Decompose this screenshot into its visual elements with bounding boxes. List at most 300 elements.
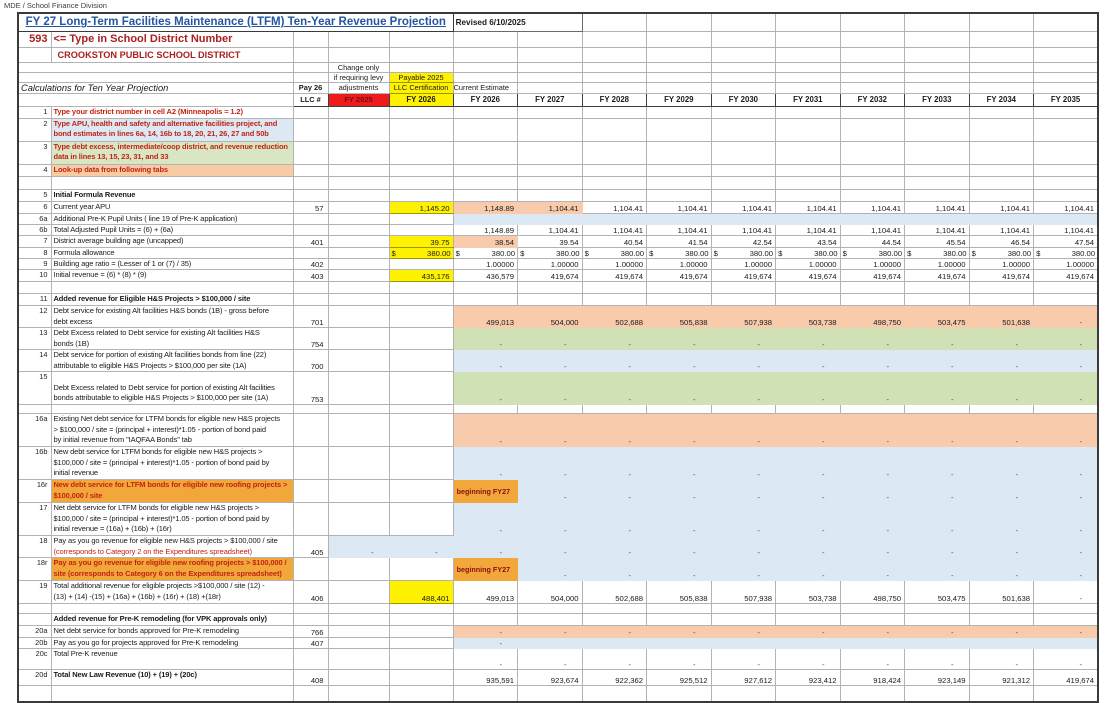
- table-row: [18, 350, 1098, 372]
- certification-cell: [389, 480, 453, 503]
- estimate-cell: -: [647, 626, 712, 637]
- certification-cell: [389, 503, 453, 536]
- estimate-cell: [711, 189, 776, 201]
- grid-cell: [582, 31, 647, 47]
- spacer-row: [18, 176, 1098, 189]
- estimate-cell: -: [582, 649, 647, 670]
- table-row: [18, 372, 1098, 405]
- estimate-cell: -: [776, 414, 841, 447]
- estimate-cell: [905, 189, 970, 201]
- fy2025-cell: [328, 414, 389, 447]
- table-row: [18, 189, 1098, 201]
- grid-cell: [840, 82, 905, 93]
- estimate-cell: [453, 141, 518, 164]
- estimate-cell: -: [453, 350, 518, 372]
- row-number: 18r: [18, 558, 51, 581]
- grid-cell: [711, 82, 776, 93]
- fy2025-cell: [328, 637, 389, 648]
- grid-cell: [711, 686, 776, 702]
- grid-cell: [293, 62, 328, 72]
- grid-cell: [969, 604, 1034, 614]
- estimate-cell: 1.00000: [905, 259, 970, 270]
- grid-cell: [1034, 13, 1099, 31]
- estimate-cell: 923,412: [776, 670, 841, 686]
- estimate-cell: -: [840, 558, 905, 581]
- estimate-cell: 419,674: [518, 270, 583, 282]
- estimate-cell: 1.00000: [711, 259, 776, 270]
- estimate-cell: -: [518, 372, 583, 405]
- estimate-cell: 1,104.41: [1034, 201, 1099, 213]
- row-number: 12: [18, 306, 51, 328]
- grid-cell: [711, 13, 776, 31]
- grid-cell: [51, 282, 293, 294]
- estimate-cell: -: [453, 447, 518, 480]
- llc-code-cell: 753: [293, 372, 328, 405]
- grid-cell: [389, 282, 453, 294]
- llc-code-cell: [293, 294, 328, 306]
- estimate-cell: 1.00000: [518, 259, 583, 270]
- certification-cell: [389, 118, 453, 141]
- llc-code-cell: [293, 614, 328, 626]
- grid-cell: [1034, 31, 1099, 47]
- estimate-cell: -: [711, 536, 776, 558]
- current-estimate-label: Current Estimate: [453, 82, 518, 93]
- estimate-cell: [518, 141, 583, 164]
- grid-cell: [905, 13, 970, 31]
- estimate-cell: -: [453, 536, 518, 558]
- table-row: [18, 581, 1098, 604]
- grid-cell: [969, 176, 1034, 189]
- grid-cell: [711, 72, 776, 82]
- fy2025-cell: [328, 372, 389, 405]
- grid-cell: [582, 47, 647, 62]
- estimate-cell: [969, 189, 1034, 201]
- fy2025-cell: [328, 270, 389, 282]
- year-header-row: [18, 93, 1098, 106]
- estimate-cell: [453, 614, 518, 626]
- estimate-cell: -: [1034, 503, 1099, 536]
- estimate-cell: 1,148.89: [453, 224, 518, 235]
- row-label: Total additional revenue for eligible projects >$100,000 / site (12) - (13) + (14) -(15) + (16a) + (16b) + (16r) + (18) +(18r): [51, 581, 293, 604]
- fy2025-cell: [328, 503, 389, 536]
- estimate-cell: -: [905, 558, 970, 581]
- grid-cell: [840, 13, 905, 31]
- estimate-cell: [840, 164, 905, 176]
- estimate-cell: [969, 141, 1034, 164]
- estimate-cell: -: [840, 536, 905, 558]
- grid-cell: [293, 176, 328, 189]
- grid-cell: [51, 604, 293, 614]
- estimate-cell: [647, 118, 712, 141]
- estimate-cell: [1034, 213, 1099, 224]
- row-number: 6b: [18, 224, 51, 235]
- llc-code-cell: 401: [293, 236, 328, 247]
- row-number: 20a: [18, 626, 51, 637]
- estimate-cell: -: [1034, 626, 1099, 637]
- grid-cell: [453, 604, 518, 614]
- estimate-cell: -: [840, 328, 905, 350]
- estimate-cell: [518, 164, 583, 176]
- grid-cell: [51, 405, 293, 414]
- grid-cell: [328, 31, 389, 47]
- row-number: 14: [18, 350, 51, 372]
- fy2025-cell: [328, 189, 389, 201]
- grid-cell: [969, 82, 1034, 93]
- estimate-cell: [1034, 614, 1099, 626]
- estimate-cell: 1,104.41: [518, 224, 583, 235]
- row-number: 6: [18, 201, 51, 213]
- estimate-cell: [776, 294, 841, 306]
- row-number: 13: [18, 328, 51, 350]
- certification-cell: [389, 189, 453, 201]
- certification-cell[interactable]: $ 380.00: [389, 247, 453, 258]
- spacer-row: [18, 686, 1098, 702]
- grid-cell: [1034, 282, 1099, 294]
- estimate-cell: 1.00000: [453, 259, 518, 270]
- estimate-cell: 1,104.41: [840, 224, 905, 235]
- estimate-cell: -: [969, 626, 1034, 637]
- row-label: Net debt service for LTFM bonds for eligible new H&S projects > $100,000 / site = (principal + interest)*1.05 - portion of bond paid by initial revenue = (16a) + (16b) + (16r): [51, 503, 293, 536]
- estimate-cell: -: [776, 558, 841, 581]
- grid-cell: [711, 282, 776, 294]
- estimate-cell: -: [969, 536, 1034, 558]
- estimate-cell: -: [969, 649, 1034, 670]
- grid-cell: [840, 47, 905, 62]
- estimate-cell: [840, 189, 905, 201]
- grid-cell: [1034, 405, 1099, 414]
- estimate-cell: 1,104.41: [518, 201, 583, 213]
- district-name-row: [18, 47, 1098, 62]
- estimate-cell: 503,738: [776, 306, 841, 328]
- estimate-cell: 503,475: [905, 306, 970, 328]
- estimate-cell: 419,674: [969, 270, 1034, 282]
- llc-code-cell: [293, 118, 328, 141]
- district-number-input[interactable]: 593: [18, 31, 51, 47]
- estimate-cell: 46.54: [969, 236, 1034, 247]
- grid-cell: [1034, 176, 1099, 189]
- grid-cell: [582, 62, 647, 72]
- estimate-cell: [711, 164, 776, 176]
- estimate-cell: -: [518, 503, 583, 536]
- estimate-cell: -: [776, 328, 841, 350]
- payable-label-2: LLC Certification: [389, 82, 453, 93]
- certification-cell[interactable]: 488,401: [389, 581, 453, 604]
- estimate-cell: $ 380.00: [453, 247, 518, 258]
- estimate-cell: -: [582, 480, 647, 503]
- grid-cell: [328, 47, 389, 62]
- estimate-cell: [582, 637, 647, 648]
- spacer-row: [18, 405, 1098, 414]
- estimate-cell: 1,104.41: [582, 201, 647, 213]
- estimate-cell: 502,688: [582, 581, 647, 604]
- grid-cell: [389, 176, 453, 189]
- estimate-cell: [453, 118, 518, 141]
- estimate-cell: [582, 141, 647, 164]
- fy2025-cell: [328, 106, 389, 118]
- certification-cell: [389, 670, 453, 686]
- grid-cell: [647, 176, 712, 189]
- grid-cell: [1034, 686, 1099, 702]
- row-number: 16b: [18, 447, 51, 480]
- grid-cell: [453, 72, 518, 82]
- estimate-cell: -: [905, 626, 970, 637]
- llc-code-cell: [293, 447, 328, 480]
- grid-cell: [18, 176, 51, 189]
- row-number: 20c: [18, 649, 51, 670]
- row-label: Existing Net debt service for LTFM bonds for eligible new H&S projects > $100,000 / site = (principal + interest)*1.05 - portion of bond paid by initial revenue from "IAQFAA Bonds" tab: [51, 414, 293, 447]
- certification-cell: [389, 558, 453, 581]
- estimate-cell: [711, 614, 776, 626]
- estimate-cell: 504,000: [518, 306, 583, 328]
- certification-cell: [389, 447, 453, 480]
- fy2025-cell: [328, 581, 389, 604]
- estimate-cell: -: [647, 558, 712, 581]
- year-column-header: FY 2027: [518, 93, 583, 106]
- estimate-cell: -: [711, 558, 776, 581]
- fy2025-cell: [328, 328, 389, 350]
- llc-code-cell: 57: [293, 201, 328, 213]
- estimate-cell: 922,362: [582, 670, 647, 686]
- estimate-cell: 419,674: [647, 270, 712, 282]
- grid-cell: [293, 405, 328, 414]
- table-row: [18, 224, 1098, 235]
- grid-cell: [905, 31, 970, 47]
- grid-cell: [969, 47, 1034, 62]
- estimate-cell: [969, 164, 1034, 176]
- estimate-cell: -: [582, 536, 647, 558]
- table-row: [18, 328, 1098, 350]
- estimate-cell: -: [647, 649, 712, 670]
- estimate-cell: [647, 614, 712, 626]
- grid-cell: [1034, 47, 1099, 62]
- estimate-cell: -: [840, 480, 905, 503]
- estimate-cell: -: [776, 350, 841, 372]
- estimate-cell: 923,149: [905, 670, 970, 686]
- estimate-cell: 498,750: [840, 581, 905, 604]
- district-name: CROOKSTON PUBLIC SCHOOL DISTRICT: [51, 47, 293, 62]
- estimate-cell: $ 380.00: [711, 247, 776, 258]
- estimate-cell: -: [1034, 306, 1099, 328]
- estimate-cell: -: [776, 503, 841, 536]
- grid-cell: [518, 176, 583, 189]
- pay26-label: Pay 26: [293, 82, 328, 93]
- row-label: Pay as you go revenue for eligible new roofing projects > $100,000 / site (corresponds to Category 6 on the Expenditures spreadsheet): [51, 558, 293, 581]
- table-row: [18, 247, 1098, 258]
- row-label: Type debt excess, intermediate/coop district, and revenue reduction data in lines 13, 15, 23, 31, and 33: [51, 141, 293, 164]
- estimate-cell: [969, 294, 1034, 306]
- certification-cell: [389, 372, 453, 405]
- grid-cell: [969, 31, 1034, 47]
- row-number: 9: [18, 259, 51, 270]
- year-column-header: FY 2035: [1034, 93, 1099, 106]
- sheet-title: FY 27 Long-Term Facilities Maintenance (LTFM) Ten-Year Revenue Projection: [25, 16, 446, 29]
- grid-cell: [776, 282, 841, 294]
- estimate-cell: -: [518, 626, 583, 637]
- estimate-cell: -: [453, 328, 518, 350]
- certification-cell[interactable]: 39.75: [389, 236, 453, 247]
- grid-cell: [18, 604, 51, 614]
- estimate-cell: beginning FY27: [453, 480, 518, 503]
- estimate-cell: [1034, 118, 1099, 141]
- grid-cell: [18, 282, 51, 294]
- fy2025-cell: [328, 213, 389, 224]
- estimate-cell: [1034, 637, 1099, 648]
- estimate-cell: [518, 189, 583, 201]
- estimate-cell: beginning FY27: [453, 558, 518, 581]
- row-label: Debt Excess related to Debt service for existing Alt facilities H&S bonds (1B): [51, 328, 293, 350]
- estimate-cell: -: [582, 558, 647, 581]
- grid-cell: [711, 176, 776, 189]
- grid-cell: [969, 405, 1034, 414]
- year-column-header: FY 2032: [840, 93, 905, 106]
- estimate-cell: -: [1034, 414, 1099, 447]
- grid-cell: [582, 282, 647, 294]
- certification-cell: [389, 224, 453, 235]
- row-label: Total Pre-K revenue: [51, 649, 293, 670]
- estimate-cell: 1.00000: [776, 259, 841, 270]
- certification-cell: [389, 614, 453, 626]
- estimate-cell: [518, 106, 583, 118]
- estimate-cell: [453, 294, 518, 306]
- estimate-cell: 1,104.41: [840, 201, 905, 213]
- estimate-cell: [776, 614, 841, 626]
- fy2025-cell: [328, 670, 389, 686]
- estimate-cell: -: [711, 447, 776, 480]
- estimate-cell: [518, 637, 583, 648]
- estimate-cell: -: [647, 328, 712, 350]
- estimate-cell: [776, 637, 841, 648]
- ltfm-projection-sheet: [17, 12, 1099, 703]
- estimate-cell: -: [969, 328, 1034, 350]
- estimate-cell: -: [647, 372, 712, 405]
- fy2025-cell: [328, 350, 389, 372]
- revised-date: Revised 6/10/2025: [453, 13, 582, 31]
- row-label: Total Adjusted Pupil Units = (6) + (6a): [51, 224, 293, 235]
- grid-cell: [518, 31, 583, 47]
- estimate-cell: [905, 294, 970, 306]
- estimate-cell: -: [582, 328, 647, 350]
- estimate-cell: 1,104.41: [969, 201, 1034, 213]
- grid-cell: [518, 686, 583, 702]
- grid-cell: [969, 282, 1034, 294]
- estimate-cell: [582, 614, 647, 626]
- grid-cell: [18, 686, 51, 702]
- grid-cell: [328, 176, 389, 189]
- certification-cell: [389, 141, 453, 164]
- fy2026-cert-column-header: FY 2026: [389, 93, 453, 106]
- estimate-cell: $ 380.00: [905, 247, 970, 258]
- llc-code-cell: [293, 213, 328, 224]
- grid-cell: [293, 686, 328, 702]
- row-number: [18, 614, 51, 626]
- grid-cell: [51, 176, 293, 189]
- grid-cell: [776, 686, 841, 702]
- estimate-cell: 38.54: [453, 236, 518, 247]
- estimate-cell: -: [711, 414, 776, 447]
- certification-cell[interactable]: 1,145.20: [389, 201, 453, 213]
- estimate-cell: -: [969, 372, 1034, 405]
- grid-cell: [647, 405, 712, 414]
- table-row: [18, 670, 1098, 686]
- estimate-cell: 39.54: [518, 236, 583, 247]
- year-column-header: FY 2026: [453, 93, 518, 106]
- table-row: [18, 294, 1098, 306]
- grid-cell: [18, 93, 293, 106]
- estimate-cell: $ 380.00: [1034, 247, 1099, 258]
- estimate-cell: -: [840, 649, 905, 670]
- estimate-cell: [518, 614, 583, 626]
- grid-cell: [1034, 62, 1099, 72]
- llc-code-cell: [293, 106, 328, 118]
- estimate-cell: 419,674: [1034, 270, 1099, 282]
- grid-cell: [905, 282, 970, 294]
- estimate-cell: -: [518, 480, 583, 503]
- calculations-label: Calculations for Ten Year Projection: [18, 82, 293, 93]
- estimate-cell: -: [647, 503, 712, 536]
- estimate-cell: 501,638: [969, 581, 1034, 604]
- grid-cell: [776, 82, 841, 93]
- grid-cell: [518, 82, 583, 93]
- estimate-cell: 918,424: [840, 670, 905, 686]
- table-row: [18, 201, 1098, 213]
- estimate-cell: $ 380.00: [518, 247, 583, 258]
- row-label: Initial revenue = (6) * (8) * (9): [51, 270, 293, 282]
- estimate-cell: -: [582, 447, 647, 480]
- grid-cell: [18, 47, 51, 62]
- estimate-cell: $ 380.00: [582, 247, 647, 258]
- fy2025-cell: [328, 118, 389, 141]
- estimate-cell: $ 380.00: [969, 247, 1034, 258]
- estimate-cell: -: [776, 480, 841, 503]
- sheet-title-cell: [18, 13, 453, 31]
- certification-cell[interactable]: 435,176: [389, 270, 453, 282]
- fy2025-cell: [328, 236, 389, 247]
- row-number: 20d: [18, 670, 51, 686]
- estimate-cell: 1,104.41: [1034, 224, 1099, 235]
- row-number: 16a: [18, 414, 51, 447]
- estimate-cell: [647, 637, 712, 648]
- estimate-cell: [453, 106, 518, 118]
- estimate-cell: 1,104.41: [776, 224, 841, 235]
- estimate-cell: [647, 189, 712, 201]
- grid-cell: [647, 13, 712, 31]
- grid-cell: [293, 282, 328, 294]
- estimate-cell: -: [711, 372, 776, 405]
- estimate-cell: 1.00000: [582, 259, 647, 270]
- grid-cell: [840, 405, 905, 414]
- row-label: Net debt service for bonds approved for Pre-K remodeling: [51, 626, 293, 637]
- row-number: 5: [18, 189, 51, 201]
- fy2025-cell: [328, 614, 389, 626]
- llc-code-cell: [293, 141, 328, 164]
- estimate-cell: 921,312: [969, 670, 1034, 686]
- fy2025-cell: [328, 558, 389, 581]
- grid-cell: [453, 31, 518, 47]
- grid-cell: [969, 72, 1034, 82]
- estimate-cell: -: [453, 626, 518, 637]
- table-row: [18, 118, 1098, 141]
- estimate-cell: [1034, 164, 1099, 176]
- estimate-cell: 1,148.89: [453, 201, 518, 213]
- estimate-cell: -: [453, 414, 518, 447]
- estimate-cell: -: [776, 649, 841, 670]
- llc-code-cell: [293, 189, 328, 201]
- estimate-cell: 1,104.41: [776, 201, 841, 213]
- grid-cell: [969, 13, 1034, 31]
- grid-cell: [293, 72, 328, 82]
- estimate-cell: -: [1034, 372, 1099, 405]
- grid-cell: [905, 72, 970, 82]
